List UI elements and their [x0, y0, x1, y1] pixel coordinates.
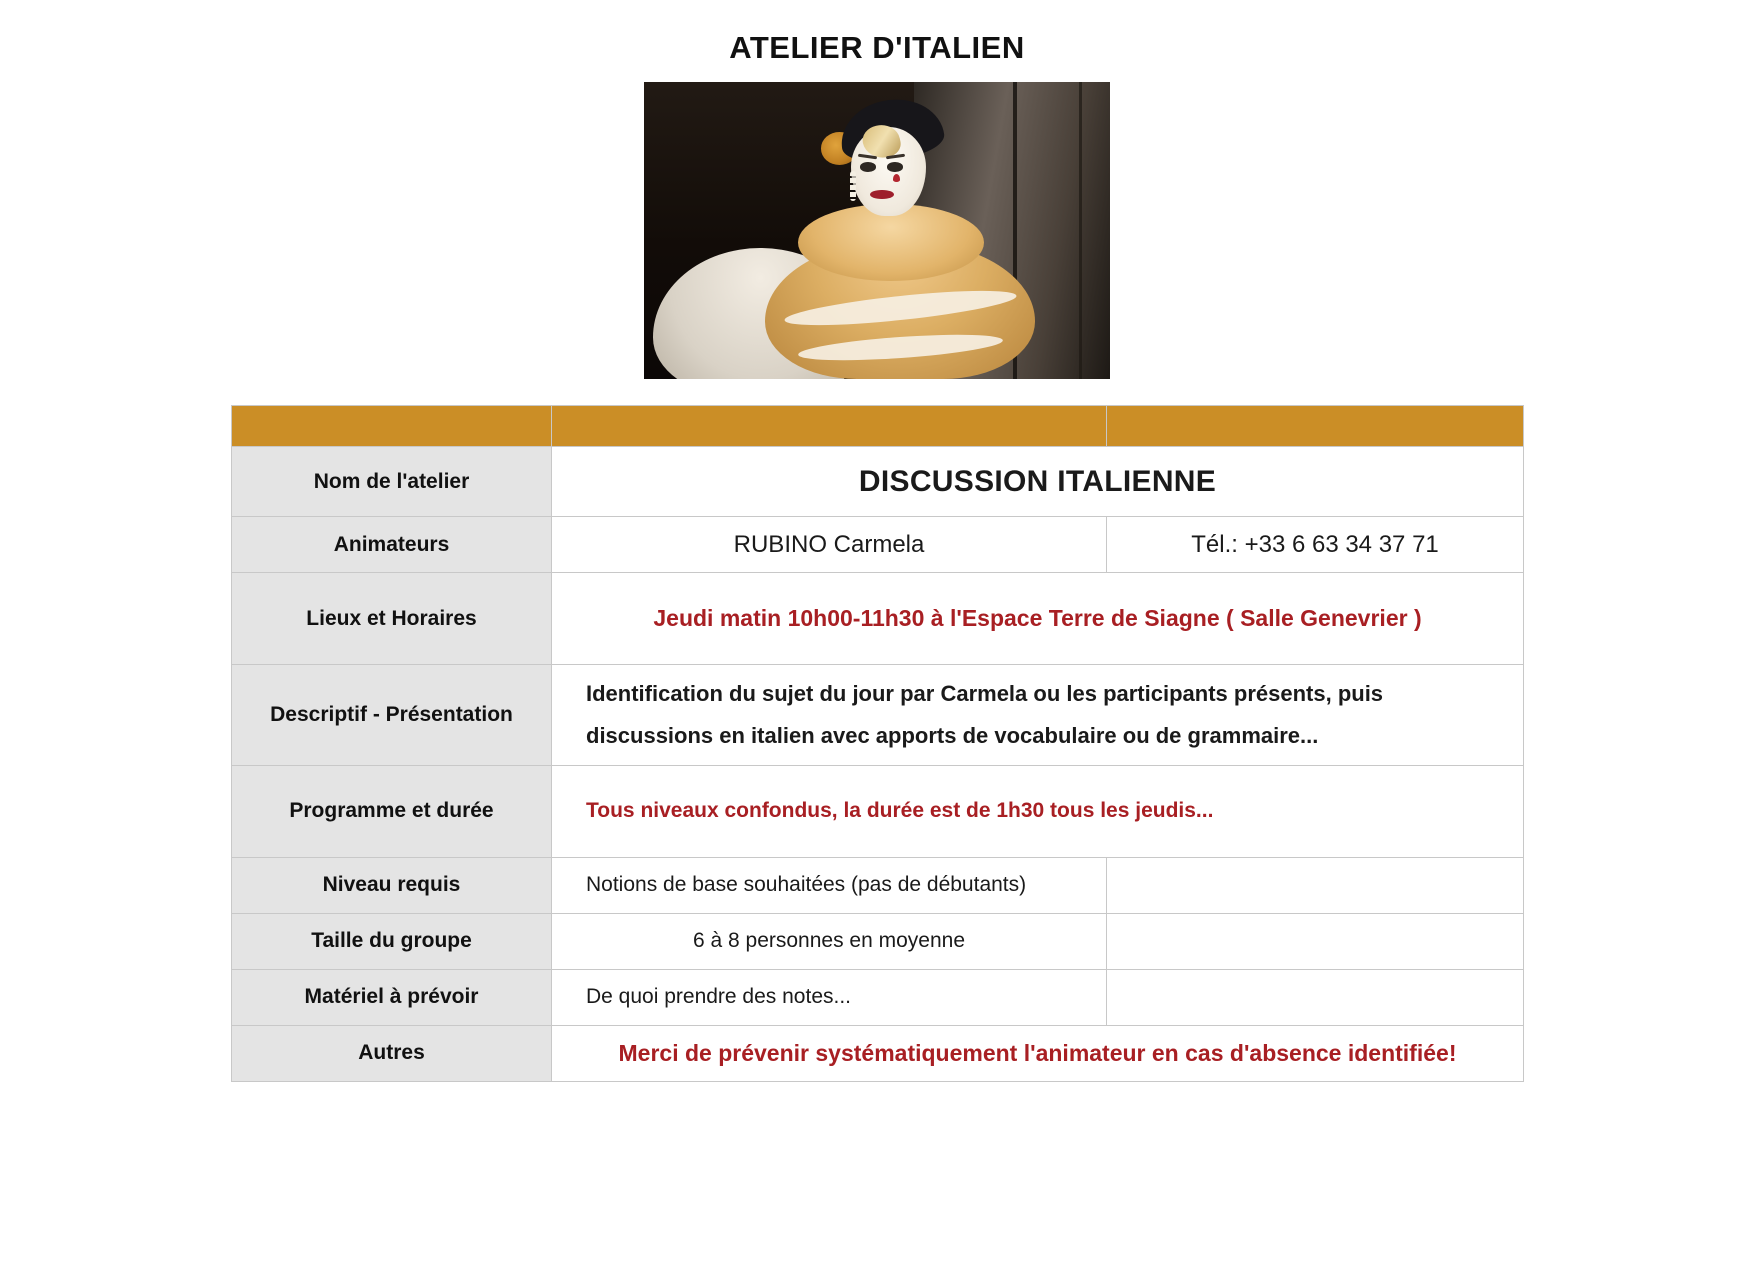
table-row	[232, 447, 1524, 517]
row-value-group-size: 6 à 8 personnes en moyenne	[552, 913, 1107, 969]
table-row	[232, 765, 1524, 857]
workshop-info-table	[231, 405, 1524, 1082]
page-title: ATELIER D'ITALIEN	[729, 30, 1025, 65]
row-label-animators: Animateurs	[232, 517, 552, 573]
document-root	[0, 30, 1754, 1082]
row-value-description	[552, 665, 1524, 766]
row-value-program-duration: Tous niveaux confondus, la durée est de 1h30 tous les jeudis...	[552, 765, 1524, 857]
row-label-description: Descriptif - Présentation	[232, 665, 552, 766]
row-value-animator-phone: Tél.: +33 6 63 34 37 71	[1107, 517, 1524, 573]
table-row	[232, 573, 1524, 665]
photo-mask-eye-right	[887, 162, 903, 172]
row-value-material: De quoi prendre des notes...	[552, 969, 1107, 1025]
band-cell-right	[1107, 406, 1524, 447]
description-line-1: Identification du sujet du jour par Carmela ou les participants présents, puis	[586, 681, 1384, 706]
row-label-material: Matériel à prévoir	[232, 969, 552, 1025]
row-value-required-level: Notions de base souhaitées (pas de débutants)	[552, 857, 1107, 913]
workshop-info-card	[231, 405, 1523, 1082]
row-label-group-size: Taille du groupe	[232, 913, 552, 969]
photo-mask-teardrop	[893, 174, 900, 182]
row-value-group-size-extra	[1107, 913, 1524, 969]
band-cell-left	[232, 406, 552, 447]
photo-pearl-earring	[850, 171, 857, 201]
table-row	[232, 1025, 1524, 1081]
row-value-places-hours: Jeudi matin 10h00-11h30 à l'Espace Terre de Siagne ( Salle Genevrier )	[552, 573, 1524, 665]
hero-image-wrap	[0, 82, 1754, 379]
table-row	[232, 665, 1524, 766]
row-label-required-level: Niveau requis	[232, 857, 552, 913]
table-row	[232, 857, 1524, 913]
description-line-2: discussions en italien avec apports de vocabulaire ou de grammaire...	[586, 722, 1319, 748]
row-value-required-level-extra	[1107, 857, 1524, 913]
row-label-places-hours: Lieux et Horaires	[232, 573, 552, 665]
venetian-carnival-mask-photo	[644, 82, 1110, 379]
photo-mask-eye-left	[860, 162, 876, 172]
row-label-program-duration: Programme et durée	[232, 765, 552, 857]
row-value-workshop-name: DISCUSSION ITALIENNE	[552, 447, 1524, 517]
row-label-workshop-name: Nom de l'atelier	[232, 447, 552, 517]
table-row	[232, 517, 1524, 573]
table-row	[232, 969, 1524, 1025]
row-value-others: Merci de prévenir systématiquement l'animateur en cas d'absence identifiée!	[552, 1025, 1524, 1081]
table-row	[232, 913, 1524, 969]
row-label-others: Autres	[232, 1025, 552, 1081]
row-value-material-extra	[1107, 969, 1524, 1025]
table-top-band	[232, 406, 1524, 447]
photo-door-edge-secondary	[1079, 82, 1082, 379]
row-value-animator-name: RUBINO Carmela	[552, 517, 1107, 573]
band-cell-middle	[552, 406, 1107, 447]
